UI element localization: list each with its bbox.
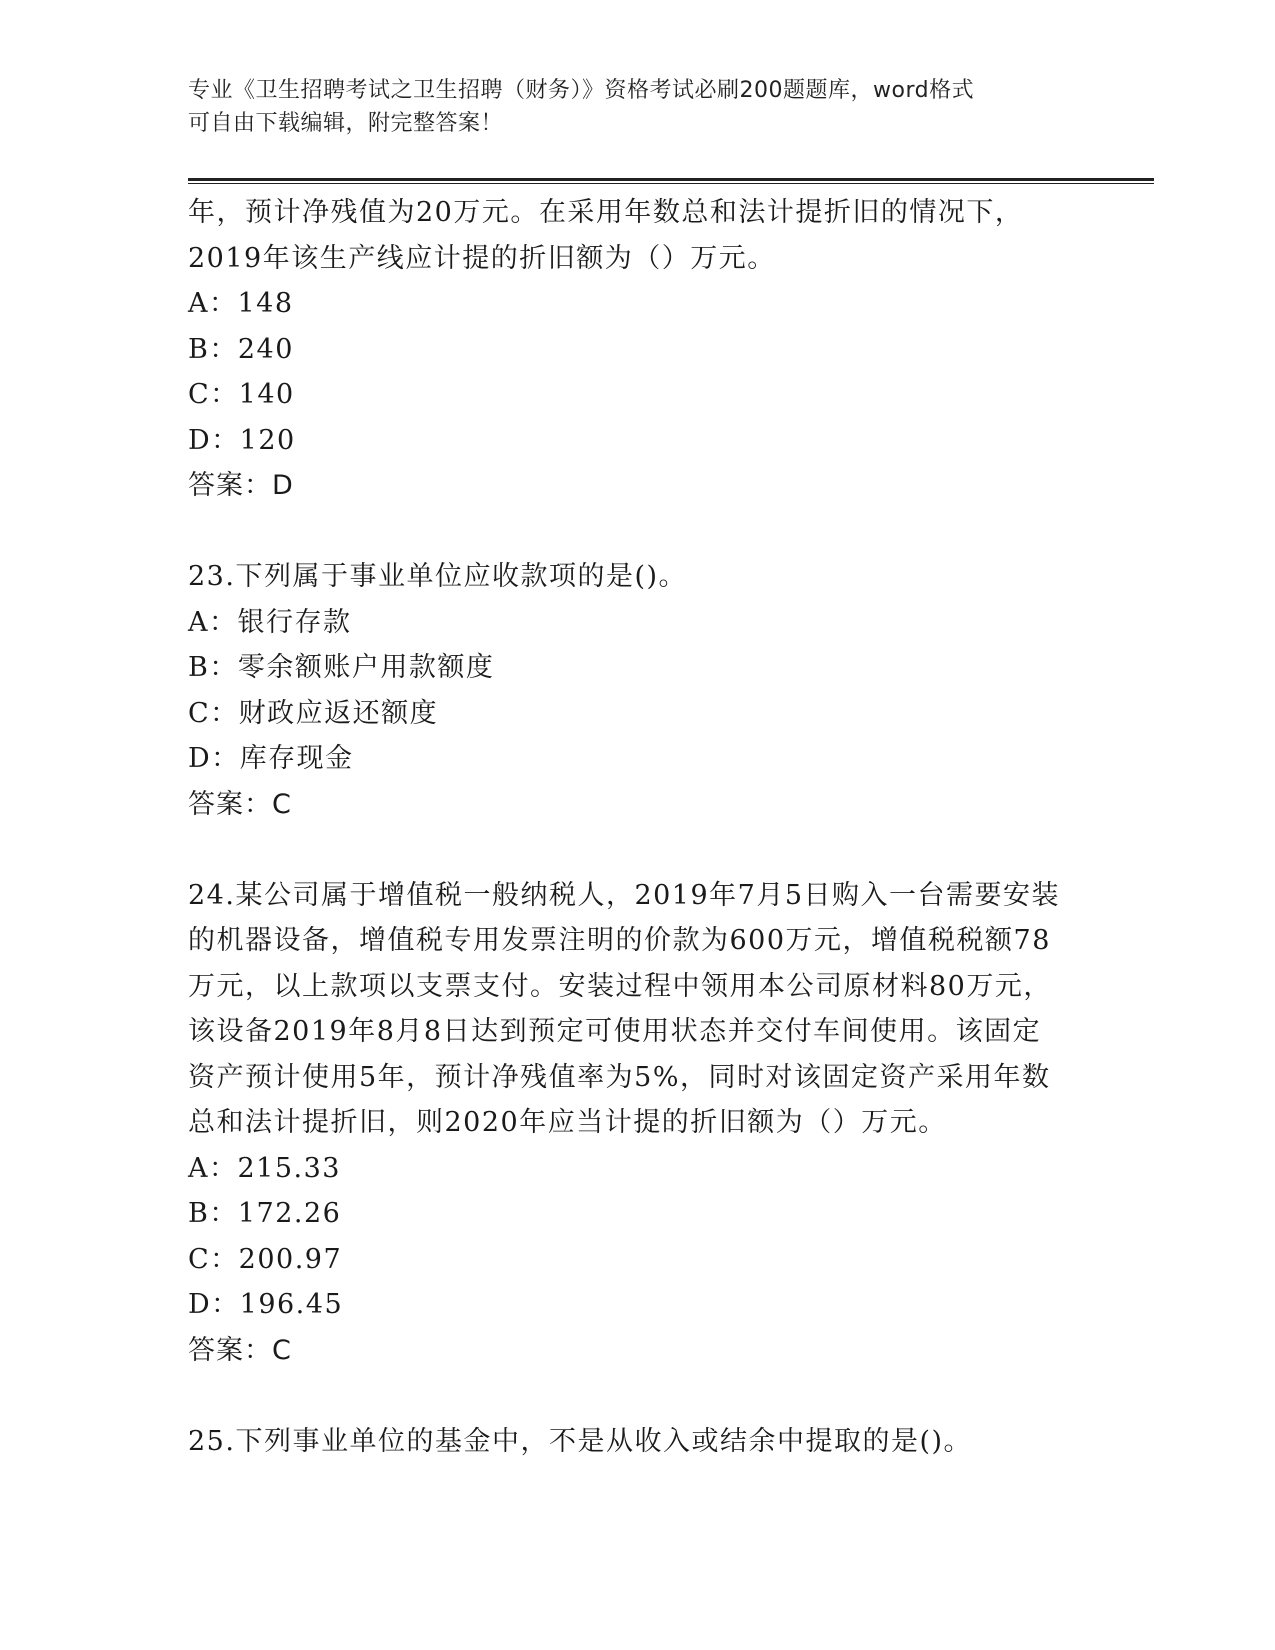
question-stem-line: 的机器设备，增值税专用发票注明的价款为600万元，增值税税额78 (188, 925, 1051, 956)
option-c: C：200.97 (188, 1243, 343, 1275)
answer-line: 答案：C (188, 788, 292, 820)
option-c: C：财政应返还额度 (188, 697, 439, 729)
question-25 (188, 1419, 1108, 1465)
answer-line: 答案：C (188, 1334, 292, 1366)
question-stem-line: 2019年该生产线应计提的折旧额为（）万元。 (188, 242, 776, 274)
question-stem-line: 万元，以上款项以支票支付。安装过程中领用本公司原材料80万元， (188, 970, 1052, 1002)
answer-line: 答案：D (188, 470, 294, 501)
question-stem-line: 总和法计提折旧，则2020年应当计提的折旧额为（）万元。 (188, 1107, 947, 1138)
option-a: A：215.33 (188, 1152, 341, 1184)
question-stem-line: 资产预计使用5年，预计净残值率为5%，同时对该固定资产采用年数 (188, 1061, 1051, 1093)
option-d: D：120 (188, 424, 296, 456)
spacer (188, 509, 1108, 555)
question-stem-line: 该设备2019年8月8日达到预定可使用状态并交付车间使用。该固定 (188, 1016, 1042, 1047)
spacer (188, 1373, 1108, 1419)
question-stem-line: 25.下列事业单位的基金中，不是从收入或结余中提取的是()。 (188, 1425, 973, 1457)
question-stem-line: 24.某公司属于增值税一般纳税人，2019年7月5日购入一台需要安装 (188, 879, 1061, 911)
document-header (188, 74, 1088, 140)
question-content (188, 190, 1108, 1464)
question-24 (188, 873, 1108, 1374)
option-a: A：148 (188, 288, 294, 319)
question-stem-line: 23.下列属于事业单位应收款项的是()。 (188, 561, 688, 592)
option-b: B：零余额账户用款额度 (188, 652, 495, 683)
option-d: D：库存现金 (188, 743, 354, 774)
header-title-line-1: 专业《卫生招聘考试之卫生招聘（财务）》资格考试必刷200题题库，word格式 (188, 78, 975, 103)
question-stem-line: 年，预计净残值为20万元。在采用年数总和法计提折旧的情况下， (188, 197, 1024, 228)
option-c: C：140 (188, 379, 295, 410)
header-title-line-2: 可自由下载编辑，附完整答案！ (188, 111, 504, 136)
option-a: A：银行存款 (188, 606, 352, 638)
question-22 (188, 190, 1108, 509)
header-rule-thin (188, 183, 1154, 184)
option-b: B：172.26 (188, 1198, 342, 1229)
spacer (188, 827, 1108, 873)
question-23 (188, 554, 1108, 827)
header-rule-thick (188, 178, 1154, 181)
option-d: D：196.45 (188, 1289, 344, 1320)
option-b: B：240 (188, 333, 294, 365)
